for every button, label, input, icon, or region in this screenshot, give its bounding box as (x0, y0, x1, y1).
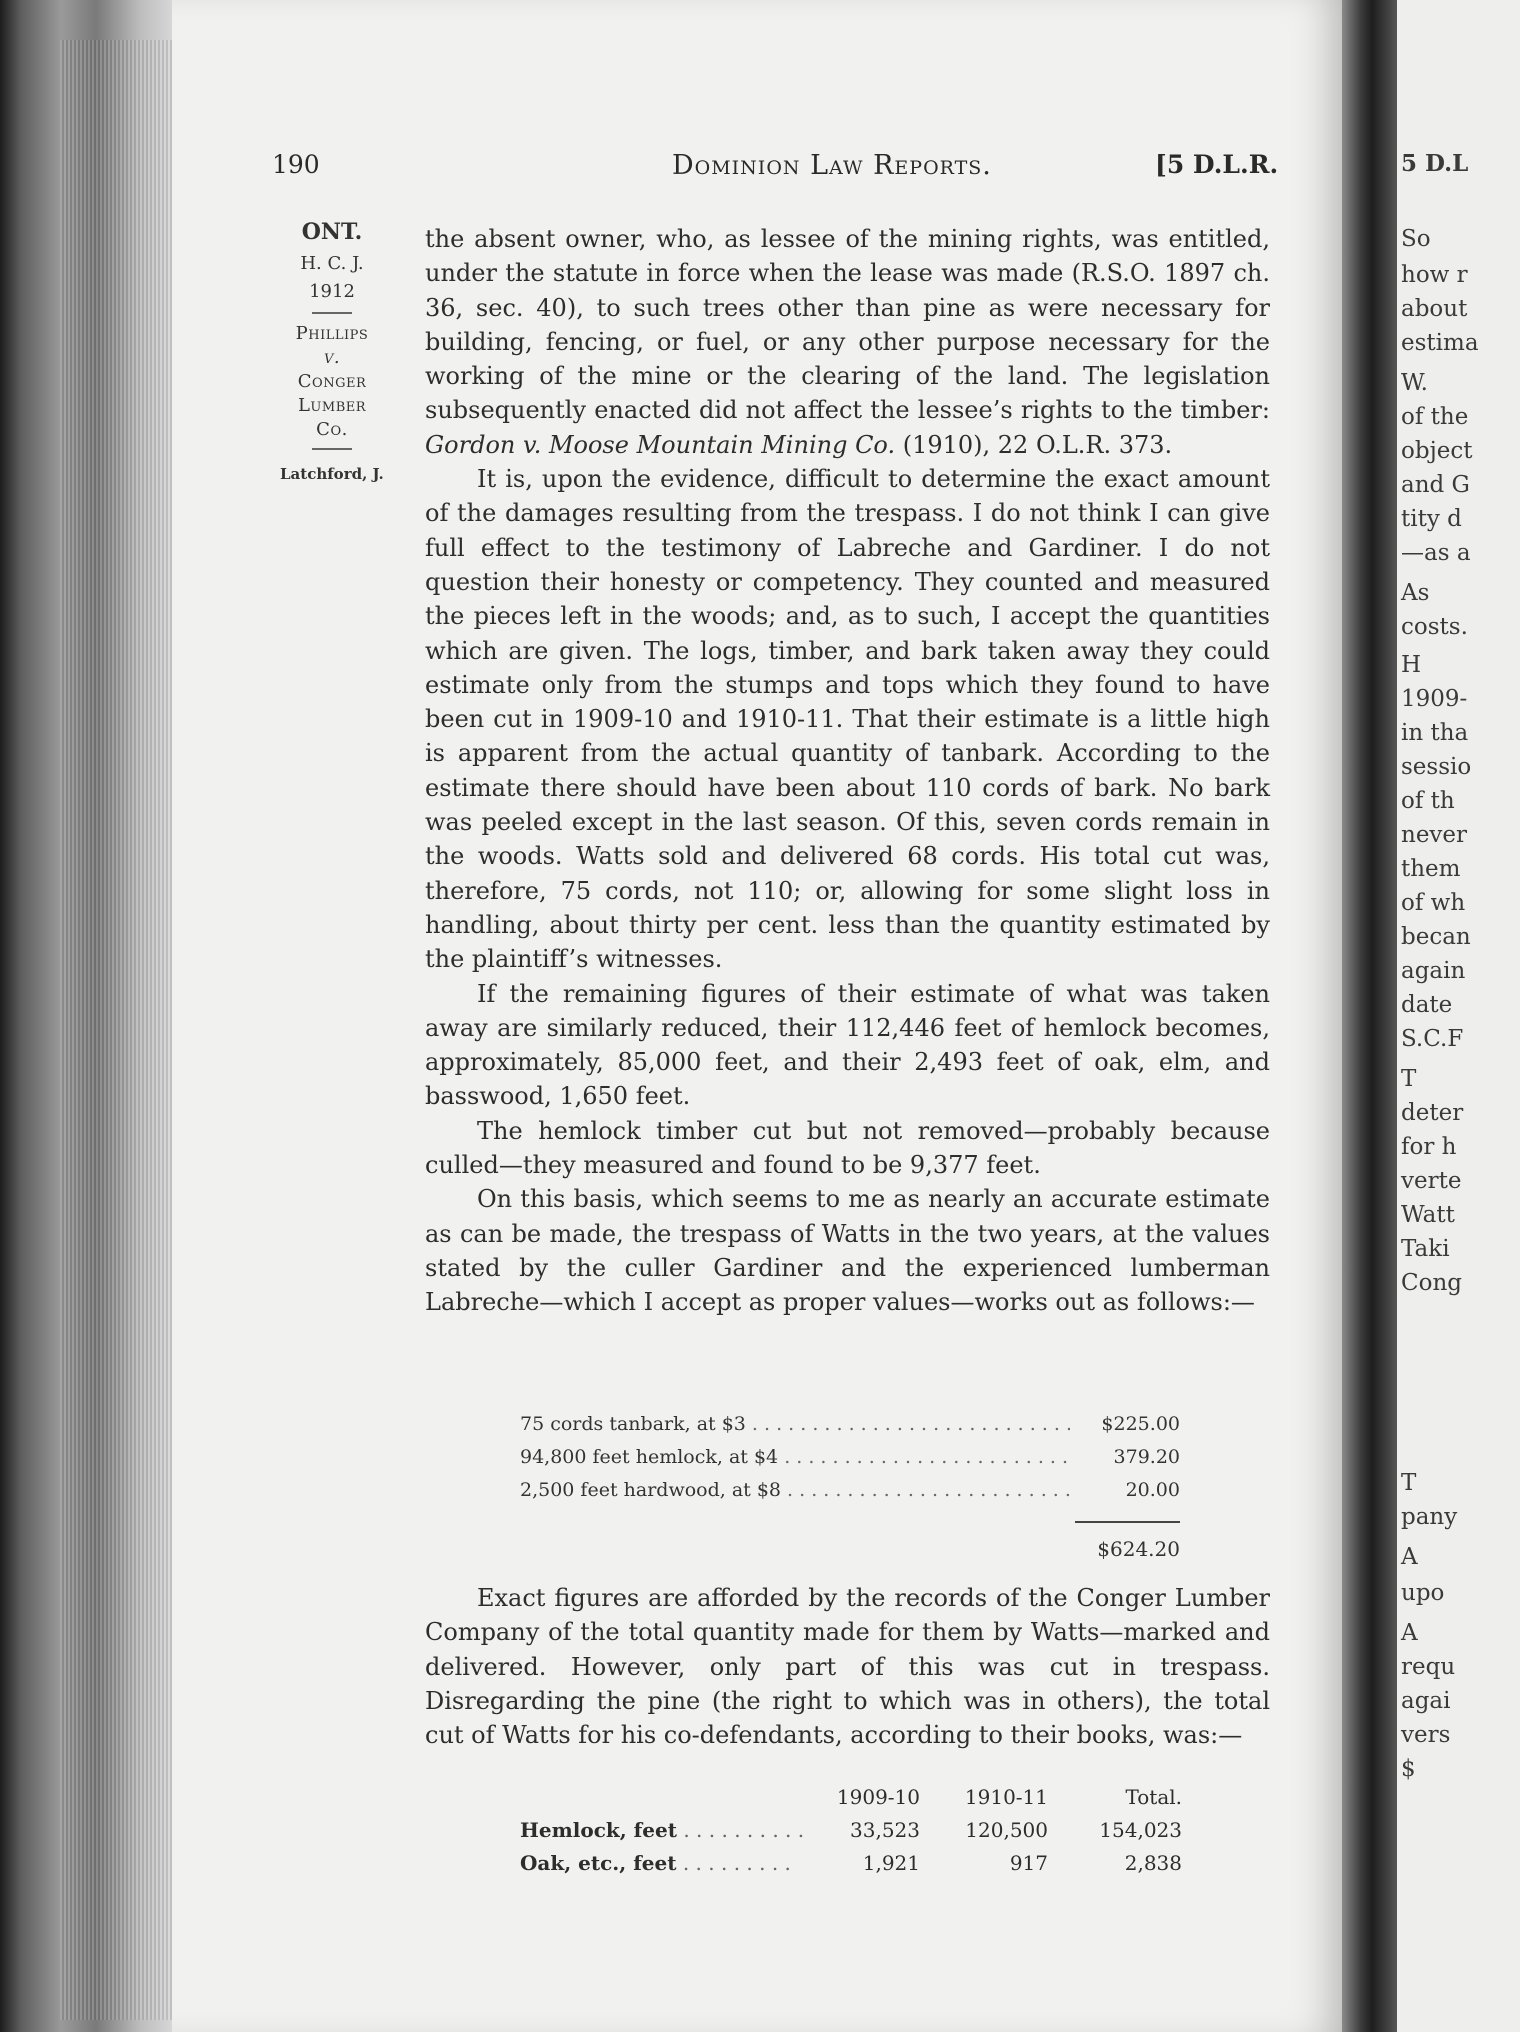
table-row: Hemlock, feet . . . . . . . . . . 33,523 120,500 154,023 (520, 1818, 1182, 1842)
case-citation: Gordon v. Moose Mountain Mining Co. (425, 430, 896, 459)
value-row: 94,800 feet hemlock, at $4 . . . 379.20 (520, 1441, 1180, 1474)
margin-notes (272, 218, 392, 488)
jurisdiction: ONT. (301, 219, 363, 245)
value-row: 2,500 feet hardwood, at $8 . . . 20.00 (520, 1474, 1180, 1507)
cut-table-header (520, 1781, 1182, 1814)
column-header: 1909-10 (836, 1785, 920, 1809)
table-row: Oak, etc., feet . . . . . . . . . 1,921 917 2,838 (520, 1851, 1182, 1875)
court: H. C. J. (300, 253, 364, 274)
column-header: 1910-11 (964, 1785, 1048, 1809)
paragraph: On this basis, which seems to me as nearly an accurate estimate as can be made, the trespass of Watts in the two years, at the values stated by the culler Gardiner and the experienced lumberman Labreche—which I accept as proper values—works out as follows:— (425, 1185, 1270, 1317)
values-total: $624.20 (1097, 1537, 1180, 1561)
volume-label: [5 D.L.R. (1155, 150, 1279, 179)
margin-rule (312, 312, 352, 314)
judge: Latchford, J. (280, 465, 384, 483)
running-title: Dominion Law Reports. (672, 150, 992, 181)
paragraph: If the remaining figures of their estimate of what was taken away are similarly reduced, their 112,446 feet of hemlock becomes, approximately, 85,000 feet, and their 2,493 feet of oak, elm, and basswood, 1,650 feet. (425, 979, 1270, 1111)
page-stack-edges (60, 40, 175, 2020)
paragraph: It is, upon the evidence, difficult to determine the exact amount of the damages resulting from the trespass. I do not think I can give full effect to the testimony of Labreche and Gardiner. I do not question their honesty or competency. They counted and measured the pieces left in the woods; and, as to such, I accept the quantities which are given. The logs, timber, and bark taken away they could estimate only from the stumps and tops which they found to have been cut in 1909-10 and 1910-11. That their estimate is a little high is apparent from the actual quantity of tanbark. According to the estimate there should have been about 110 cords of bark. No bark was peeled except in the last season. Of this, seven cords remain in the woods. Watts sold and delivered 68 cords. His total cut was, therefore, 75 cords, not 110; or, allowing for some slight loss in handling, about thirty per cent. less than the quantity estimated by the plaintiff’s witnesses. (425, 465, 1270, 974)
paragraph: the absent owner, who, as lessee of the mining rights, was entitled, under the statute in force when the lease was made (R.S.O. 1897 ch. 36, sec. 40), to such trees other than pine as were necessary for building, fencing, or fuel, or any other purpose necessary for the working of the mine or the clearing of the land. The legislation subsequently enacted did not affect the lessee’s rights to the timber: Gordon v. Moose Mountain Mining Co. (1910), 22 O.L.R. 373. (425, 225, 1270, 459)
case-name: Phillips v. Conger Lumber Co. (295, 323, 369, 440)
margin-rule (312, 448, 352, 450)
facing-header: 5 D.L (1401, 150, 1469, 177)
paragraph: The hemlock timber cut but not removed—probably because culled—they measured and found to be 9,377 feet. (425, 1116, 1270, 1180)
sum-rule (1075, 1521, 1180, 1523)
year: 1912 (309, 281, 355, 302)
body-text (425, 222, 1270, 1320)
paragraph: Exact figures are afforded by the records of the Conger Lumber Company of the total quantity made for them by Watts—marked and delivered. However, only part of this was cut in trespass. Disregarding the pine (the right to which was in others), the total cut of Watts for his co-defendants, according to their books, was:— (425, 1584, 1270, 1750)
trespass-values-table (520, 1408, 1180, 1566)
value-row: 75 cords tanbark, at $3 . . . $225.00 (520, 1408, 1180, 1441)
cut-table (520, 1781, 1182, 1880)
body-text-continued (425, 1581, 1270, 1752)
page-number: 190 (272, 150, 320, 179)
book-gutter (1342, 0, 1397, 2032)
column-header: Total. (1125, 1785, 1182, 1809)
facing-page: 5 D.L So how r about estima W. of the object and G tity d —as a As costs. H 1909- in tha sessio of th never them of wh becan again date S.C.F T deter for h verte Watt Taki Cong T pany A upo A requ agai vers $ (1397, 0, 1520, 2032)
